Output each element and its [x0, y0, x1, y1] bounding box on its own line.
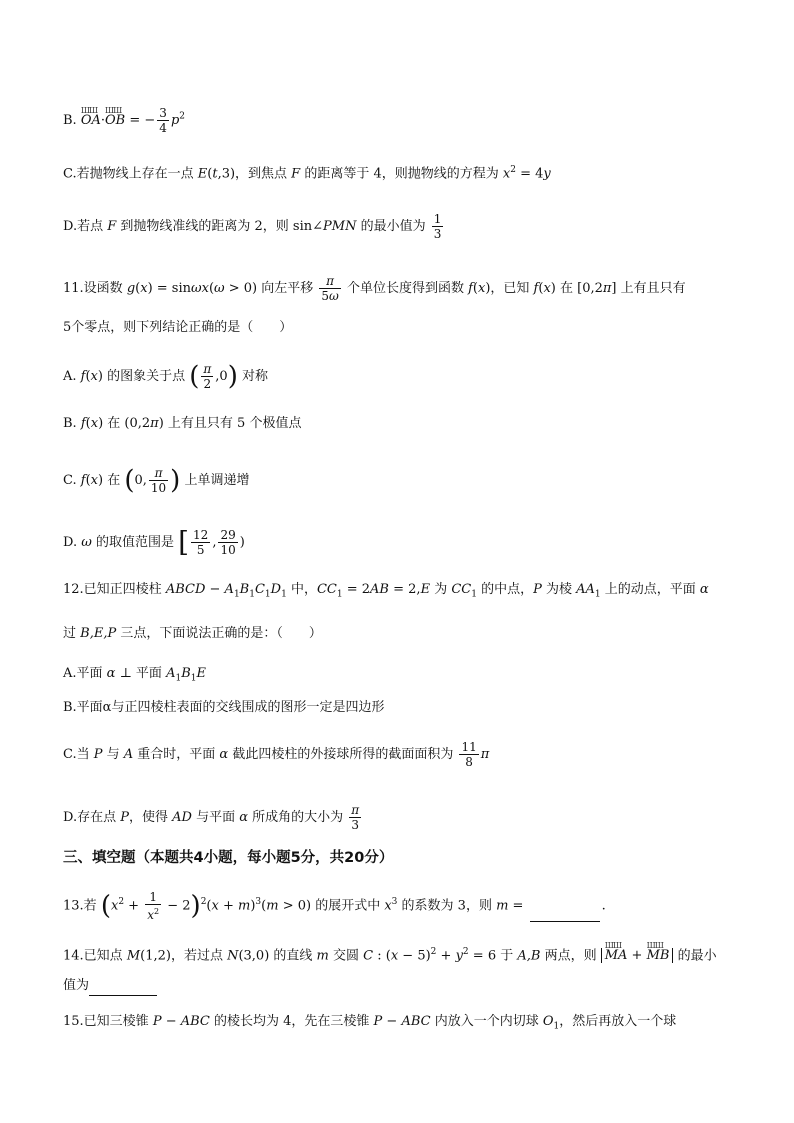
q13: 13.若 ($x^2$ + $\frac{1}{x^2}$ − $2)^2(x + m)^3(m > 0)$ 的展开式中 $x^3$ 的系数为 3，则 m = . — [63, 890, 606, 922]
q12-option-b: B.平面α与正四棱柱表面的交线围成的图形一定是四边形 — [63, 700, 385, 715]
q11-option-d: D. ω 的取值范围是 [ $\frac{12}{5}$ , $\frac{29}{10}$ ) — [63, 525, 245, 559]
q14-answer-blank[interactable] — [89, 981, 157, 996]
q11-option-a: A. f(x) 的图象关于点 ( $\frac{\pi}{2}$ ,0) 对称 — [63, 361, 268, 392]
q10-option-d: D.若点 F 到抛物线准线的距离为 2，则 sin∠PMN 的最小值为 $\frac{1}{3}$ — [63, 212, 442, 241]
q12-option-a: A.平面 α ⊥ 平面 $A_1B_1E$ — [63, 666, 206, 684]
q11-stem-line2: 5个零点，则下列结论正确的是（ ） — [63, 320, 293, 335]
section-3-heading: 三、填空题（本题共4小题，每小题5分，共20分） — [63, 850, 394, 866]
q14-line2: 值为 — [63, 976, 734, 996]
q15-line1: 15.已知三棱锥 P − ABC 的棱长均为 4，先在三棱锥 P − ABC 内放入一个内切球 $O_1$，然后再放入一个球 — [63, 1014, 677, 1032]
q11-option-b: B. f(x) 在 (0,2π) 上有且只有 5 个极值点 — [63, 416, 302, 431]
q10-option-c: C.若抛物线上存在一点 E(t,3)，到焦点 F 的距离等于 4，则抛物线的方程为 $x^2 = 4y$ — [63, 165, 551, 182]
q12-stem-line2: 过 B,E,P 三点，下面说法正确的是：（ ） — [63, 626, 322, 641]
q13-answer-blank[interactable] — [530, 907, 600, 922]
q14-line1: 14.已知点 M(1,2)，若过点 N(3,0) 的直线 m 交圆 C : $(x - 5)^2 + y^2 = 6$ 于 A,B 两点，则 MA ШШ + MB ШШ 的最小 — [63, 941, 717, 964]
q10-option-b: B. OA ШШ ·OB ШШ = − $\frac{3}{4}$ $p^2$ — [63, 106, 185, 135]
q11-option-c: C. f(x) 在 (0, $\frac{\pi}{10}$ ) 上单调递增 — [63, 465, 250, 496]
q12-option-c: C.当 P 与 A 重合时，平面 α 截此四棱柱的外接球所得的截面面积为 $\frac{11}{8}$ π — [63, 740, 490, 769]
q12-option-d: D.存在点 P，使得 AD 与平面 α 所成角的大小为 $\frac{\pi}{3}$ — [63, 803, 360, 832]
q11-stem-line1: 11.设函数 g(x) = sinωx(ω > 0) 向左平移 $\frac{\pi}{5\omega}$ 个单位长度得到函数 f(x)，已知 f(x) 在 [0,2π] 上有且只有 — [63, 274, 686, 303]
q12-stem-line1: 12.已知正四棱柱 ABCD − $A_1B_1C_1D_1$ 中，$CC_1 = 2AB = 2,E$ 为 $CC_1$ 的中点，P 为棱 $AA_1$ 上的动点，平面 α — [63, 582, 709, 600]
